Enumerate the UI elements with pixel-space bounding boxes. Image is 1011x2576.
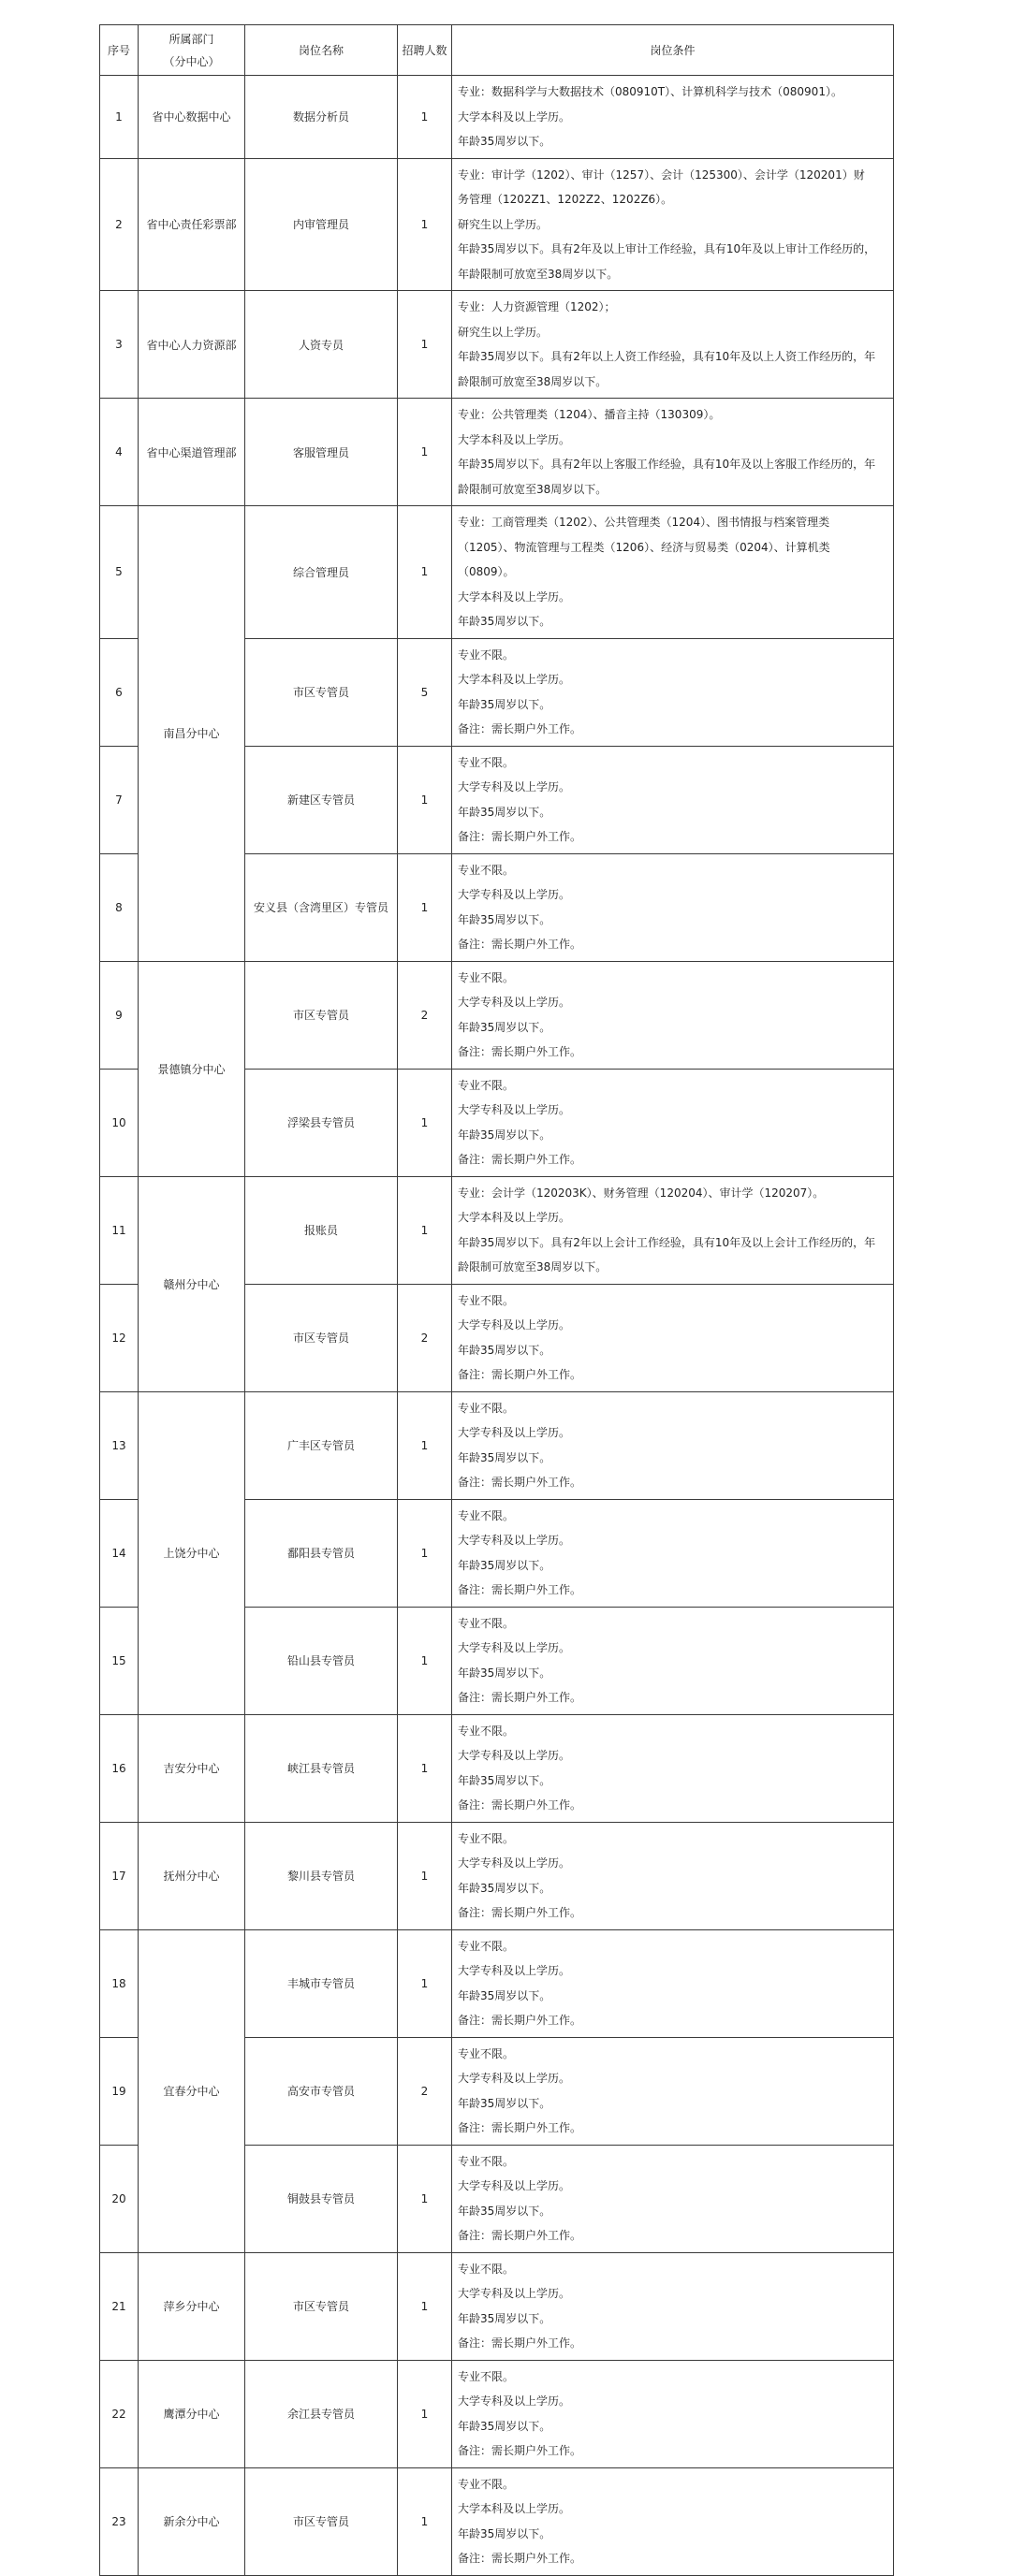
row-department: 省中心人力资源部 [139, 291, 245, 399]
condition-line: 专业不限。 [458, 648, 515, 662]
header-row [100, 25, 894, 76]
row-department: 新余分中心 [139, 2467, 245, 2575]
row-department: 省中心渠道管理部 [139, 399, 245, 506]
condition-line: 备注：需长期户外工作。 [458, 2229, 582, 2242]
row-count: 1 [398, 1929, 452, 2037]
table-row [100, 2360, 894, 2467]
row-seq: 4 [100, 399, 139, 506]
table-row [100, 1929, 894, 2037]
row-conditions [452, 2037, 894, 2145]
condition-line: 备注：需长期户外工作。 [458, 1045, 582, 1058]
row-position: 市区专管员 [245, 2467, 398, 2575]
row-count: 1 [398, 506, 452, 639]
condition-line: 备注：需长期户外工作。 [458, 1906, 582, 1919]
row-position: 高安市专管员 [245, 2037, 398, 2145]
row-count: 1 [398, 2467, 452, 2575]
condition-line: 专业不限。 [458, 1724, 515, 1738]
condition-line: 年龄35周岁以下。 [458, 2526, 551, 2540]
condition-line: 年龄35周岁以下。具有2年及以上审计工作经验，具有10年及以上审计工作经历的， [458, 242, 876, 255]
condition-line: 备注：需长期户外工作。 [458, 1691, 582, 1704]
row-count: 1 [398, 1714, 452, 1822]
condition-line: 研究生以上学历。 [458, 325, 549, 339]
row-department: 宜春分中心 [139, 1929, 245, 2252]
condition-line: 大学专科及以上学历。 [458, 1426, 571, 1439]
table-row [100, 2467, 894, 2575]
row-seq: 9 [100, 961, 139, 1069]
condition-line: 务管理（1202Z1、1202Z2、1202Z6）。 [458, 193, 673, 206]
table-row [100, 76, 894, 159]
row-count: 5 [398, 638, 452, 746]
row-count: 1 [398, 399, 452, 506]
row-seq: 22 [100, 2360, 139, 2467]
condition-line: 年龄35周岁以下。具有2年以上客服工作经验，具有10年及以上客服工作经历的，年 [458, 458, 876, 471]
condition-line: 大学本科及以上学历。 [458, 2502, 571, 2515]
row-count: 2 [398, 961, 452, 1069]
condition-line: 备注：需长期户外工作。 [458, 1583, 582, 1596]
row-department: 萍乡分中心 [139, 2252, 245, 2360]
condition-line: 年龄35周岁以下。 [458, 1881, 551, 1895]
row-conditions [452, 1499, 894, 1607]
row-position: 鄱阳县专管员 [245, 1499, 398, 1607]
row-conditions [452, 1176, 894, 1284]
condition-line: 年龄35周岁以下。 [458, 805, 551, 819]
row-conditions [452, 746, 894, 853]
row-conditions [452, 1069, 894, 1176]
condition-line: 年龄35周岁以下。 [458, 2311, 551, 2325]
row-department: 吉安分中心 [139, 1714, 245, 1822]
condition-line: 备注：需长期户外工作。 [458, 722, 582, 735]
row-seq: 11 [100, 1176, 139, 1284]
row-position: 丰城市专管员 [245, 1929, 398, 2037]
row-position: 客服管理员 [245, 399, 398, 506]
row-conditions [452, 2145, 894, 2252]
row-count: 1 [398, 1391, 452, 1499]
condition-line: 专业不限。 [458, 1293, 515, 1307]
row-conditions [452, 291, 894, 399]
row-seq: 12 [100, 1284, 139, 1391]
row-position: 峡江县专管员 [245, 1714, 398, 1822]
row-count: 1 [398, 853, 452, 961]
condition-line: 大学专科及以上学历。 [458, 2072, 571, 2085]
condition-line: 年龄35周岁以下。具有2年以上会计工作经验，具有10年及以上会计工作经历的，年 [458, 1235, 876, 1249]
condition-line: 备注：需长期户外工作。 [458, 1368, 582, 1381]
table-body [100, 76, 894, 2576]
row-conditions [452, 399, 894, 506]
row-position: 数据分析员 [245, 76, 398, 159]
table-row [100, 506, 894, 639]
table-row [100, 291, 894, 399]
condition-line: 备注：需长期户外工作。 [458, 938, 582, 951]
condition-line: 大学专科及以上学历。 [458, 1749, 571, 1762]
condition-line: 大学专科及以上学历。 [458, 1964, 571, 1977]
condition-line: 备注：需长期户外工作。 [458, 2336, 582, 2350]
table-row [100, 158, 894, 291]
row-position: 余江县专管员 [245, 2360, 398, 2467]
table-row [100, 1822, 894, 1929]
row-position: 黎川县专管员 [245, 1822, 398, 1929]
condition-line: 专业不限。 [458, 1508, 515, 1522]
condition-line: 专业不限。 [458, 2262, 515, 2276]
row-conditions [452, 1284, 894, 1391]
row-department: 上饶分中心 [139, 1391, 245, 1714]
condition-line: 年龄35周岁以下。 [458, 1773, 551, 1787]
condition-line: 专业不限。 [458, 1401, 515, 1415]
condition-line: 专业不限。 [458, 1616, 515, 1630]
condition-line: 专业：工商管理类（1202）、公共管理类（1204）、图书情报与档案管理类 [458, 516, 830, 529]
condition-line: 专业不限。 [458, 1078, 515, 1092]
row-position: 市区专管员 [245, 961, 398, 1069]
row-department: 景德镇分中心 [139, 961, 245, 1176]
condition-line: 备注：需长期户外工作。 [458, 1798, 582, 1812]
row-seq: 3 [100, 291, 139, 399]
condition-line: 专业：数据科学与大数据技术（080910T）、计算机科学与技术（080901）。 [458, 85, 842, 98]
row-conditions [452, 1391, 894, 1499]
row-count: 1 [398, 2252, 452, 2360]
condition-line: 大学专科及以上学历。 [458, 996, 571, 1009]
row-position: 铅山县专管员 [245, 1607, 398, 1714]
row-seq: 21 [100, 2252, 139, 2360]
row-conditions [452, 961, 894, 1069]
row-department: 赣州分中心 [139, 1176, 245, 1391]
condition-line: （0809）。 [458, 565, 515, 578]
condition-line: 龄限制可放宽至38周岁以下。 [458, 374, 608, 388]
row-conditions [452, 638, 894, 746]
row-position: 铜鼓县专管员 [245, 2145, 398, 2252]
condition-line: 年龄35周岁以下。 [458, 1988, 551, 2002]
header-dept-line2: （分中心） [163, 54, 220, 68]
condition-line: 专业不限。 [458, 2046, 515, 2060]
row-conditions [452, 158, 894, 291]
row-seq: 14 [100, 1499, 139, 1607]
condition-line: 专业不限。 [458, 1939, 515, 1953]
condition-line: 专业：会计学（120203K）、财务管理（120204）、审计学（120207）。 [458, 1186, 825, 1200]
row-seq: 18 [100, 1929, 139, 2037]
condition-line: 大学本科及以上学历。 [458, 1211, 571, 1224]
row-count: 1 [398, 2360, 452, 2467]
condition-line: 年龄35周岁以下。 [458, 135, 551, 148]
condition-line: 大学专科及以上学历。 [458, 780, 571, 793]
condition-line: 年龄35周岁以下。 [458, 1450, 551, 1464]
table-row [100, 1391, 894, 1499]
row-department: 省中心责任彩票部 [139, 158, 245, 291]
row-position: 市区专管员 [245, 1284, 398, 1391]
condition-line: 备注：需长期户外工作。 [458, 2121, 582, 2134]
condition-line: 年龄35周岁以下。 [458, 2204, 551, 2218]
condition-line: 大学本科及以上学历。 [458, 432, 571, 446]
row-position: 市区专管员 [245, 638, 398, 746]
condition-line: 大学本科及以上学历。 [458, 673, 571, 686]
header-dept [139, 25, 245, 76]
row-seq: 16 [100, 1714, 139, 1822]
row-conditions [452, 76, 894, 159]
row-seq: 10 [100, 1069, 139, 1176]
header-conditions: 岗位条件 [452, 25, 894, 76]
condition-line: 大学专科及以上学历。 [458, 888, 571, 901]
condition-line: 备注：需长期户外工作。 [458, 2014, 582, 2027]
condition-line: 大学专科及以上学历。 [458, 2394, 571, 2408]
row-conditions [452, 506, 894, 639]
condition-line: 专业不限。 [458, 2369, 515, 2383]
condition-line: 龄限制可放宽至38周岁以下。 [458, 1260, 608, 1273]
row-conditions [452, 2467, 894, 2575]
condition-line: 大学专科及以上学历。 [458, 1103, 571, 1116]
condition-line: 大学本科及以上学历。 [458, 109, 571, 124]
condition-line: 大学专科及以上学历。 [458, 2287, 571, 2300]
row-count: 1 [398, 746, 452, 853]
row-department: 抚州分中心 [139, 1822, 245, 1929]
row-count: 2 [398, 2037, 452, 2145]
recruitment-table [99, 24, 894, 2576]
row-seq: 17 [100, 1822, 139, 1929]
row-seq: 1 [100, 76, 139, 159]
row-position: 市区专管员 [245, 2252, 398, 2360]
table-row [100, 1176, 894, 1284]
condition-line: 大学专科及以上学历。 [458, 2179, 571, 2192]
condition-line: 年龄35周岁以下。 [458, 1666, 551, 1680]
row-seq: 13 [100, 1391, 139, 1499]
row-count: 1 [398, 76, 452, 159]
row-conditions [452, 1822, 894, 1929]
condition-line: 年龄35周岁以下。 [458, 2419, 551, 2433]
table-row [100, 961, 894, 1069]
row-position: 报账员 [245, 1176, 398, 1284]
condition-line: 大学本科及以上学历。 [458, 589, 571, 604]
condition-line: 专业：人力资源管理（1202）； [458, 300, 616, 313]
header-seq: 序号 [100, 25, 139, 76]
condition-line: 年龄35周岁以下。 [458, 2096, 551, 2110]
row-seq: 6 [100, 638, 139, 746]
condition-line: 大学专科及以上学历。 [458, 1856, 571, 1870]
row-conditions [452, 1714, 894, 1822]
row-department: 南昌分中心 [139, 506, 245, 962]
row-seq: 23 [100, 2467, 139, 2575]
table-row [100, 1714, 894, 1822]
condition-line: 专业不限。 [458, 970, 515, 984]
row-position: 浮梁县专管员 [245, 1069, 398, 1176]
condition-line: 备注：需长期户外工作。 [458, 2552, 582, 2565]
condition-line: 年龄35周岁以下。 [458, 1128, 551, 1142]
condition-line: 年龄限制可放宽至38周岁以下。 [458, 267, 619, 281]
row-position: 新建区专管员 [245, 746, 398, 853]
header-count: 招聘人数 [398, 25, 452, 76]
row-count: 2 [398, 1284, 452, 1391]
row-count: 1 [398, 291, 452, 399]
condition-line: 年龄35周岁以下。 [458, 1343, 551, 1357]
row-position: 内审管理员 [245, 158, 398, 291]
row-seq: 8 [100, 853, 139, 961]
row-department: 鹰潭分中心 [139, 2360, 245, 2467]
row-count: 1 [398, 1176, 452, 1284]
row-position: 安义县（含湾里区）专管员 [245, 853, 398, 961]
condition-line: 年龄35周岁以下。 [458, 912, 551, 926]
condition-line: 大学专科及以上学历。 [458, 1318, 571, 1332]
condition-line: 年龄35周岁以下。具有2年以上人资工作经验，具有10年及以上人资工作经历的，年 [458, 350, 876, 363]
condition-line: 专业不限。 [458, 2154, 515, 2168]
condition-line: 专业不限。 [458, 2477, 515, 2491]
header-position: 岗位名称 [245, 25, 398, 76]
condition-line: 备注：需长期户外工作。 [458, 2444, 582, 2457]
condition-line: 专业不限。 [458, 755, 515, 769]
condition-line: 备注：需长期户外工作。 [458, 1476, 582, 1489]
row-department: 省中心数据中心 [139, 76, 245, 159]
row-seq: 15 [100, 1607, 139, 1714]
header-dept-line1: 所属部门 [168, 32, 214, 46]
condition-line: 年龄35周岁以下。 [458, 615, 551, 628]
condition-line: 年龄35周岁以下。 [458, 1558, 551, 1572]
row-conditions [452, 1929, 894, 2037]
row-count: 1 [398, 158, 452, 291]
row-count: 1 [398, 1822, 452, 1929]
row-count: 1 [398, 1069, 452, 1176]
row-count: 1 [398, 1499, 452, 1607]
condition-line: 大学专科及以上学历。 [458, 1641, 571, 1654]
condition-line: 备注：需长期户外工作。 [458, 1153, 582, 1166]
table-row [100, 2252, 894, 2360]
row-count: 1 [398, 2145, 452, 2252]
condition-line: 龄限制可放宽至38周岁以下。 [458, 482, 608, 496]
row-seq: 20 [100, 2145, 139, 2252]
condition-line: 专业：审计学（1202）、审计（1257）、会计（125300）、会计学（120201）财 [458, 167, 865, 182]
condition-line: 年龄35周岁以下。 [458, 697, 551, 711]
condition-line: 备注：需长期户外工作。 [458, 830, 582, 843]
row-position: 人资专员 [245, 291, 398, 399]
condition-line: 专业：公共管理类（1204）、播音主持（130309）。 [458, 408, 721, 421]
row-conditions [452, 2360, 894, 2467]
condition-line: 大学专科及以上学历。 [458, 1534, 571, 1547]
condition-line: 专业不限。 [458, 863, 515, 877]
row-conditions [452, 2252, 894, 2360]
condition-line: 研究生以上学历。 [458, 217, 549, 231]
row-seq: 19 [100, 2037, 139, 2145]
table-row [100, 399, 894, 506]
row-position: 广丰区专管员 [245, 1391, 398, 1499]
row-count: 1 [398, 1607, 452, 1714]
row-seq: 5 [100, 506, 139, 639]
row-conditions [452, 1607, 894, 1714]
row-position: 综合管理员 [245, 506, 398, 639]
row-conditions [452, 853, 894, 961]
condition-line: （1205）、物流管理与工程类（1206）、经济与贸易类（0204）、计算机类 [458, 540, 830, 554]
condition-line: 专业不限。 [458, 1831, 515, 1845]
condition-line: 年龄35周岁以下。 [458, 1020, 551, 1034]
row-seq: 7 [100, 746, 139, 853]
row-seq: 2 [100, 158, 139, 291]
